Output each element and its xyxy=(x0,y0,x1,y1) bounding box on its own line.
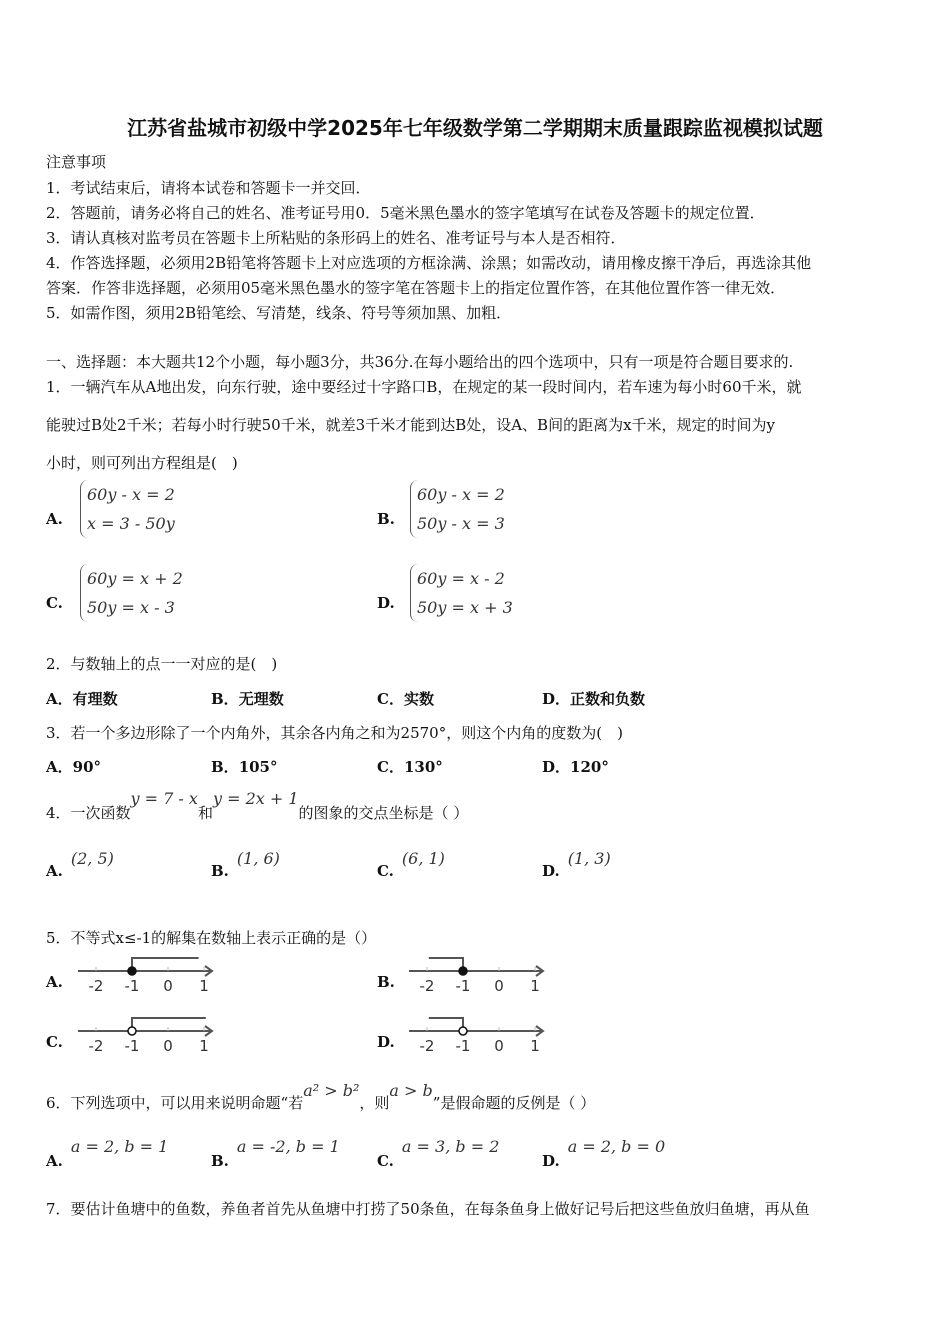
q3-text: 3．若一个多边形除了一个内角外，其余各内角之和为2570°，则这个内角的度数为( ) xyxy=(46,724,623,742)
equation: 60y = x + 2 xyxy=(87,569,183,588)
q6-option-a xyxy=(46,1137,169,1170)
number-line xyxy=(403,955,553,997)
open-point xyxy=(459,1027,467,1035)
function-1: y = 7 - x xyxy=(130,789,198,808)
q1-line: 能驶过B处2千米；若每小时行驶50千米，就差3千米才能到达B处，设A、B间的距离为x千米，规定的时间为y xyxy=(46,416,776,434)
tick-label: -2 xyxy=(419,1037,435,1055)
notice-item: 5．如需作图，须用2B铅笔绘、写清楚，线条、符号等须加黑、加粗． xyxy=(46,304,512,322)
solution-ray xyxy=(132,1018,206,1031)
q6-option-d xyxy=(542,1137,666,1170)
tick-label: 0 xyxy=(163,1037,173,1055)
option-label: D. xyxy=(542,862,560,880)
tick-label: 0 xyxy=(494,1037,504,1055)
number-line xyxy=(403,1015,553,1057)
option-label: A． xyxy=(46,758,73,776)
text: 和 xyxy=(197,804,213,822)
q3-option-c xyxy=(377,756,443,777)
option-label: B． xyxy=(211,690,239,708)
option-text: (6, 1) xyxy=(401,849,445,868)
notice-item: 答案．作答非选择题，必须用05毫米黑色墨水的签字笔在答题卡上的指定位置作答，在其他位置作答一律无效． xyxy=(46,279,786,297)
q4-option-a xyxy=(46,849,114,880)
q4-option-d xyxy=(542,849,611,880)
option-text: a = 2, b = 0 xyxy=(567,1137,666,1156)
text: ，则 xyxy=(359,1094,390,1112)
q1-option-c-label: C. xyxy=(46,594,63,612)
tick-label: -1 xyxy=(124,977,140,995)
closed-point xyxy=(128,967,136,975)
page-title: 江苏省盐城市初级中学2025年七年级数学第二学期期末质量跟踪监视模拟试题 xyxy=(127,116,823,140)
conclusion: a > b xyxy=(389,1081,433,1100)
q5-option-label: C. xyxy=(46,1033,63,1051)
q7-text: 7．要估计鱼塘中的鱼数，养鱼者首先从鱼塘中打捞了50条鱼，在每条鱼身上做好记号后把这些鱼放归鱼塘，再从鱼 xyxy=(46,1200,810,1218)
option-text: (1, 6) xyxy=(236,849,280,868)
q3-option-d xyxy=(542,756,609,777)
equation: 50y - x = 3 xyxy=(417,514,505,533)
option-text: 105° xyxy=(238,758,278,776)
q1-line: 1．一辆汽车从A地出发，向东行驶，途中要经过十字路口B，在规定的某一段时间内，若车速为每小时60千米，就 xyxy=(46,378,802,396)
option-text: 90° xyxy=(72,758,102,776)
option-text: a = 3, b = 2 xyxy=(401,1137,500,1156)
option-text: a = -2, b = 1 xyxy=(236,1137,340,1156)
q2-text: 2．与数轴上的点一一对应的是( ) xyxy=(46,655,278,673)
tick-label: 1 xyxy=(199,977,209,995)
notice-item: 3．请认真核对监考员在答题卡上所粘贴的条形码上的姓名、准考证号与本人是否相符． xyxy=(46,229,626,247)
q1-option-a-label: A. xyxy=(46,510,63,528)
equation: 60y - x = 2 xyxy=(417,485,505,504)
option-label: C． xyxy=(377,758,404,776)
option-text: (2, 5) xyxy=(70,849,114,868)
solution-ray xyxy=(429,958,463,971)
option-label: B. xyxy=(211,1152,229,1170)
option-text: a = 2, b = 1 xyxy=(70,1137,169,1156)
tick-label: -1 xyxy=(124,1037,140,1055)
option-label: C． xyxy=(377,690,404,708)
q1-option-d-system xyxy=(410,564,513,622)
section-heading: 一、选择题：本大题共12个小题，每小题3分，共36分.在每小题给出的四个选项中，只有一项是符合题目要求的. xyxy=(46,353,794,371)
option-text: 无理数 xyxy=(238,690,284,708)
option-label: B. xyxy=(211,862,229,880)
equation: 50y = x - 3 xyxy=(87,598,175,617)
option-text: 有理数 xyxy=(72,690,118,708)
condition: a² > b² xyxy=(303,1081,360,1100)
number-line xyxy=(72,955,222,997)
q2-option-b xyxy=(211,688,284,709)
q2-option-c xyxy=(377,688,434,709)
option-text: (1, 3) xyxy=(567,849,611,868)
option-label: A． xyxy=(46,690,73,708)
q6-option-b xyxy=(211,1137,340,1170)
open-point xyxy=(128,1027,136,1035)
q2-option-a xyxy=(46,688,118,709)
q4-option-b xyxy=(211,849,280,880)
tick-label: -2 xyxy=(88,1037,104,1055)
notice-item: 1．考试结束后，请将本试卷和答题卡一并交回． xyxy=(46,179,371,197)
equation: 60y - x = 2 xyxy=(87,485,175,504)
tick-label: 1 xyxy=(199,1037,209,1055)
tick-label: -1 xyxy=(455,1037,471,1055)
text: 6．下列选项中，可以用来说明命题“若 xyxy=(46,1094,304,1112)
q6-option-c xyxy=(377,1137,500,1170)
equation: x = 3 - 50y xyxy=(87,514,175,533)
q1-line: 小时，则可列出方程组是( ) xyxy=(46,454,238,472)
option-text: 正数和负数 xyxy=(570,690,646,708)
q3-option-a xyxy=(46,756,101,777)
option-label: C. xyxy=(377,862,394,880)
number-line xyxy=(72,1015,222,1057)
q1-option-a-system xyxy=(80,480,175,538)
q6-text xyxy=(46,1081,596,1113)
solution-ray xyxy=(429,1018,463,1031)
option-label: D． xyxy=(542,758,571,776)
tick-label: -2 xyxy=(88,977,104,995)
solution-ray xyxy=(132,958,199,971)
equation: 50y = x + 3 xyxy=(417,598,513,617)
option-label: A. xyxy=(46,1152,63,1170)
option-label: C. xyxy=(377,1152,394,1170)
tick-label: -2 xyxy=(419,977,435,995)
q4-option-c xyxy=(377,849,445,880)
q3-option-b xyxy=(211,756,278,777)
closed-point xyxy=(459,967,467,975)
notice-item: 2．答题前，请务必将自己的姓名、准考证号用0．5毫米黑色墨水的签字笔填写在试卷及答题卡的规定位置． xyxy=(46,204,765,222)
option-label: D. xyxy=(542,1152,560,1170)
option-label: A. xyxy=(46,862,63,880)
notice-heading: 注意事项 xyxy=(46,153,107,171)
tick-label: 1 xyxy=(530,977,540,995)
q5-text: 5．不等式x≤-1的解集在数轴上表示正确的是（） xyxy=(46,929,377,947)
q1-option-b-system xyxy=(410,480,505,538)
option-text: 130° xyxy=(403,758,443,776)
tick-label: 0 xyxy=(163,977,173,995)
q1-option-d-label: D. xyxy=(377,594,395,612)
q4-text xyxy=(46,789,469,823)
equation: 60y = x - 2 xyxy=(417,569,505,588)
function-2: y = 2x + 1 xyxy=(212,789,299,808)
tick-label: 0 xyxy=(494,977,504,995)
q5-option-label: D. xyxy=(377,1033,395,1051)
option-label: B． xyxy=(211,758,239,776)
text: 4．一次函数 xyxy=(46,804,131,822)
tick-label: 1 xyxy=(530,1037,540,1055)
q1-option-c-system xyxy=(80,564,183,622)
text: 的图象的交点坐标是（ ） xyxy=(298,804,469,822)
tick-label: -1 xyxy=(455,977,471,995)
option-text: 实数 xyxy=(403,690,434,708)
notice-item: 4．作答选择题，必须用2B铅笔将答题卡上对应选项的方框涂满、涂黑；如需改动，请用橡皮擦干净后，再选涂其他 xyxy=(46,254,812,272)
option-text: 120° xyxy=(570,758,609,776)
q1-option-b-label: B. xyxy=(377,510,395,528)
q5-option-label: A. xyxy=(46,973,63,991)
q2-option-d xyxy=(542,688,645,709)
q5-option-label: B. xyxy=(377,973,395,991)
text: ”是假命题的反例是（ ） xyxy=(432,1094,596,1112)
option-label: D． xyxy=(542,690,571,708)
